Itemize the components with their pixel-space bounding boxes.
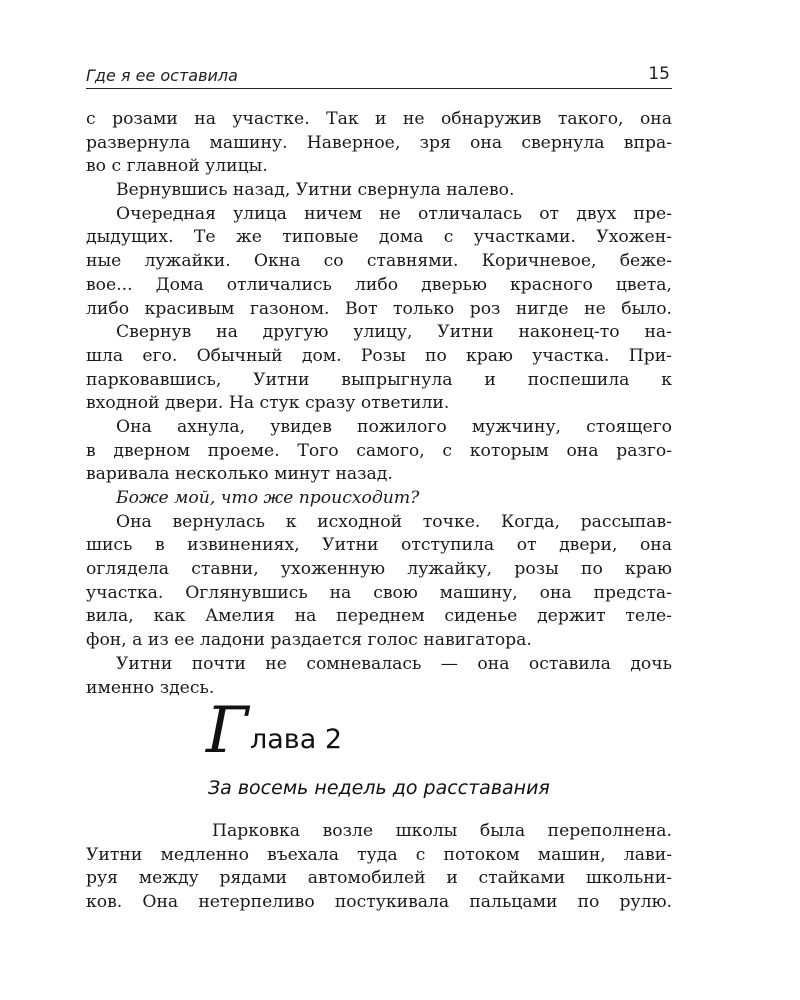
text-line: вое... Дома отличались либо дверью красного цвета,: [86, 274, 672, 295]
running-header: [86, 62, 672, 89]
page-number: 15: [648, 64, 670, 84]
text-line: Она вернулась к исходной точке. Когда, рассыпав-: [116, 511, 672, 532]
text-line: вила, как Амелия на переднем сиденье держит теле-: [86, 606, 672, 627]
text-line: во с главной улицы.: [86, 156, 268, 177]
text-line: с розами на участке. Так и не обнаружив такого, она: [86, 109, 672, 129]
text-line: Парковка возле школы была переполнена.: [212, 821, 672, 841]
chapter-subtitle: За восемь недель до расставания: [208, 777, 550, 799]
text-line: Свернув на другую улицу, Уитни наконец-то на-: [116, 322, 672, 343]
text-line: варивала несколько минут назад.: [86, 464, 393, 485]
text-line: фон, а из ее ладони раздается голос навигатора.: [86, 630, 532, 651]
text-line: оглядела ставни, ухоженную лужайку, розы по краю: [86, 559, 672, 580]
text-line: именно здесь.: [86, 677, 215, 698]
text-line: шись в извинениях, Уитни отступила от двери, она: [86, 535, 672, 556]
text-line: дыдущих. Те же типовые дома с участками. Ухожен-: [86, 227, 672, 248]
text-line: ков. Она нетерпеливо постукивала пальцами по рулю.: [86, 892, 672, 913]
text-line: Она ахнула, увидев пожилого мужчину, стоящего: [116, 416, 672, 437]
chapter-title: лава 2: [250, 724, 343, 755]
text-line: в дверном проеме. Того самого, с которым она разго-: [86, 440, 672, 461]
chapter-initial: Г: [206, 694, 249, 768]
text-line: ные лужайки. Окна со ставнями. Коричневое, беже-: [86, 251, 672, 272]
chapter-heading: [206, 696, 506, 766]
running-head-title: Где я ее оставила: [86, 66, 238, 85]
text-line: участка. Оглянувшись на свою машину, она предста-: [86, 582, 672, 603]
text-line: Очередная улица ничем не отличалась от двух пре-: [116, 203, 672, 224]
text-line: Уитни медленно въехала туда с потоком машин, лави-: [86, 844, 672, 865]
text-line: входной двери. На стук сразу ответили.: [86, 393, 450, 414]
text-line: Вернувшись назад, Уитни свернула налево.: [116, 180, 515, 201]
body-text: [86, 108, 672, 700]
italic-text-line: Боже мой, что же происходит?: [116, 488, 420, 508]
text-line: либо красивым газоном. Вот только роз нигде не было.: [86, 298, 672, 319]
chapter-body-text: [86, 820, 672, 915]
text-line: руя между рядами автомобилей и стайками школьни-: [86, 868, 672, 889]
text-line: Уитни почти не сомневалась — она оставила дочь: [116, 653, 672, 674]
text-line: развернула машину. Наверное, зря она свернула впра-: [86, 132, 672, 153]
text-line: шла его. Обычный дом. Розы по краю участка. При-: [86, 345, 672, 366]
text-line: парковавшись, Уитни выпрыгнула и поспешила к: [86, 369, 672, 390]
